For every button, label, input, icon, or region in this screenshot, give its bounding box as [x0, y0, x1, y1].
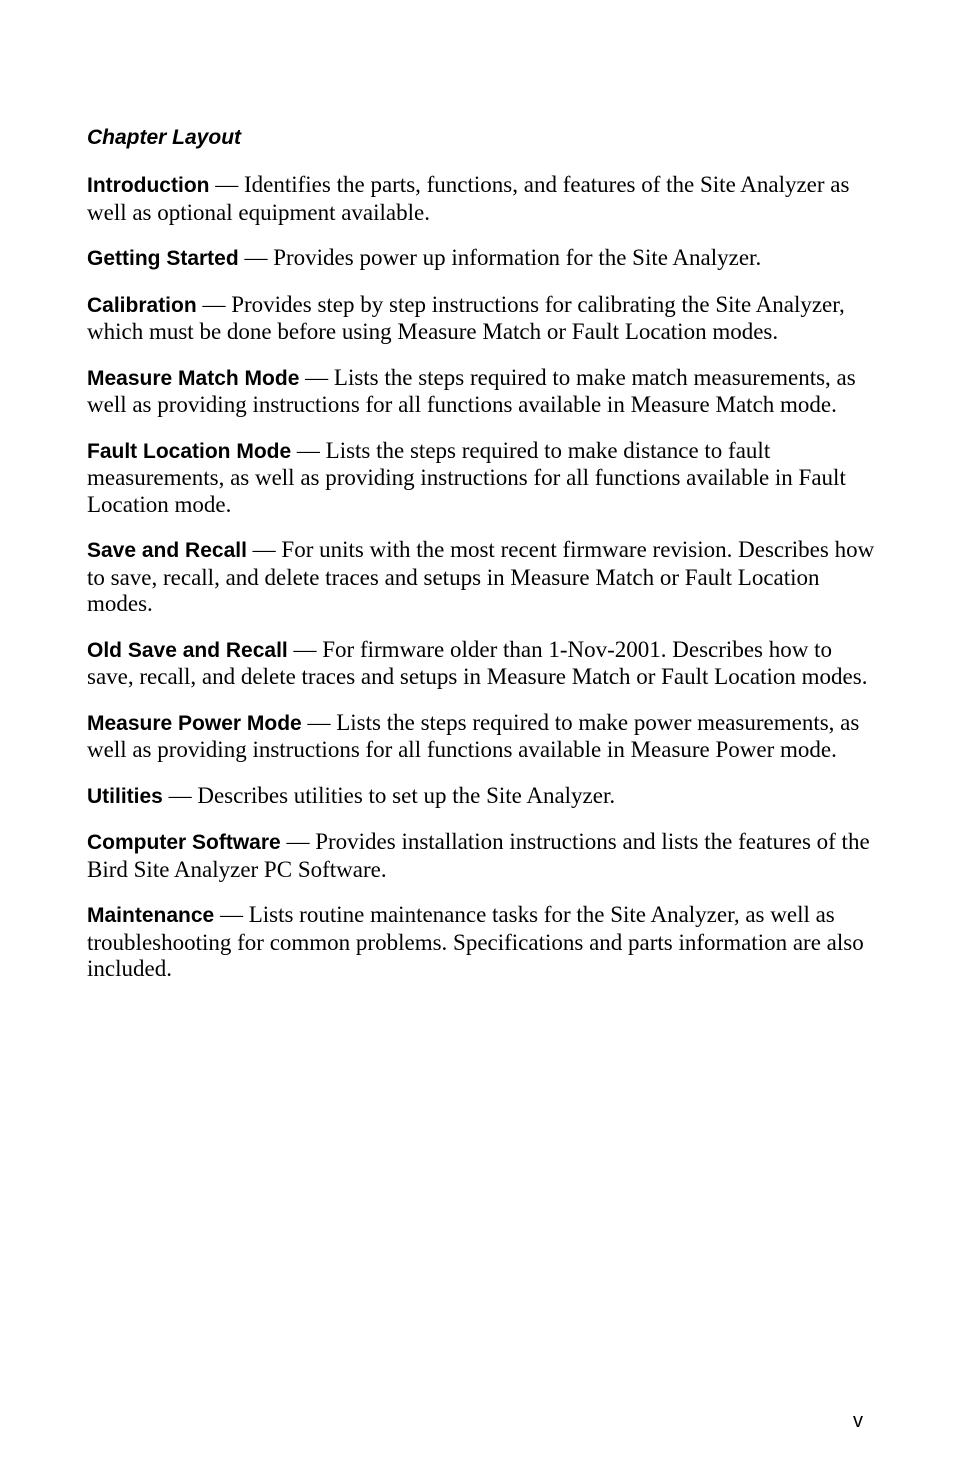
entry-dash: —: [214, 902, 249, 927]
entry-term: Measure Match Mode: [87, 366, 300, 390]
entry-dash: —: [280, 829, 316, 854]
chapter-entry-maintenance: [87, 902, 877, 983]
entry-dash: —: [238, 245, 274, 270]
entry-term: Utilities: [87, 784, 163, 808]
entry-description: Identifies the parts, functions, and features of the Site Analyzer as well as optional equipment available.: [87, 172, 850, 225]
entry-description: Lists the steps required to make distance to fault measurements, as well as providing instructions for all functions available in Fault Location mode.: [87, 437, 846, 517]
entry-term: Getting Started: [87, 247, 239, 270]
chapter-entry-save-and-recall: [87, 537, 877, 618]
entry-term: Introduction: [87, 174, 210, 197]
entry-dash: —: [246, 537, 282, 562]
chapter-entry-measure-match-mode: [87, 365, 877, 419]
entry-description: For firmware older than 1-Nov-2001. Describes how to save, recall, and delete traces and setups in Measure Match or Fault Location modes.: [87, 636, 868, 689]
entry-dash: —: [299, 364, 334, 390]
chapter-entry-getting-started: [87, 245, 877, 273]
entry-description: Describes utilities to set up the Site Analyzer.: [197, 782, 616, 808]
chapter-entry-introduction: [87, 172, 877, 226]
entry-description: Lists the steps required to make match measurements, as well as providing instructions for all functions available in Measure Match mode.: [87, 364, 856, 417]
chapter-entry-utilities: [87, 783, 877, 811]
entry-term: Maintenance: [87, 904, 215, 927]
entry-description: Provides step by step instructions for calibrating the Site Analyzer, which must be done before using Measure Match or Fault Location modes.: [87, 291, 845, 344]
entry-description: For units with the most recent firmware revision. Describes how to save, recall, and delete traces and setups in Measure Match or Fault Location modes.: [87, 537, 875, 616]
entry-term: Old Save and Recall: [87, 638, 288, 662]
entry-term: Fault Location Mode: [87, 439, 292, 463]
chapter-entry-calibration: [87, 292, 877, 346]
document-page: [87, 124, 877, 1002]
entry-dash: —: [162, 782, 198, 808]
entry-dash: —: [291, 437, 326, 463]
entry-term: Save and Recall: [87, 539, 247, 562]
entry-dash: —: [301, 709, 337, 735]
entry-description: Lists the steps required to make power measurements, as well as providing instructions for all functions available in Measure Power mode.: [87, 709, 860, 762]
entry-dash: —: [209, 172, 244, 197]
entry-term: Measure Power Mode: [87, 711, 302, 735]
chapter-entry-computer-software: [87, 829, 877, 883]
entry-dash: —: [287, 636, 323, 662]
page-number: v: [853, 1410, 863, 1432]
entry-term: Computer Software: [87, 831, 281, 854]
entry-description: Lists routine maintenance tasks for the Site Analyzer, as well as troubleshooting for common problems. Specifications and parts information are also included.: [87, 902, 864, 981]
entry-description: Provides installation instructions and lists the features of the Bird Site Analyzer PC Software.: [87, 829, 870, 882]
entry-description: Provides power up information for the Site Analyzer.: [273, 245, 762, 270]
chapter-entry-fault-location-mode: [87, 438, 877, 519]
chapter-entry-old-save-and-recall: [87, 637, 877, 691]
section-heading: Chapter Layout: [87, 126, 242, 149]
entry-dash: —: [196, 291, 232, 317]
entry-term: Calibration: [87, 293, 197, 317]
chapter-entry-measure-power-mode: [87, 710, 877, 764]
